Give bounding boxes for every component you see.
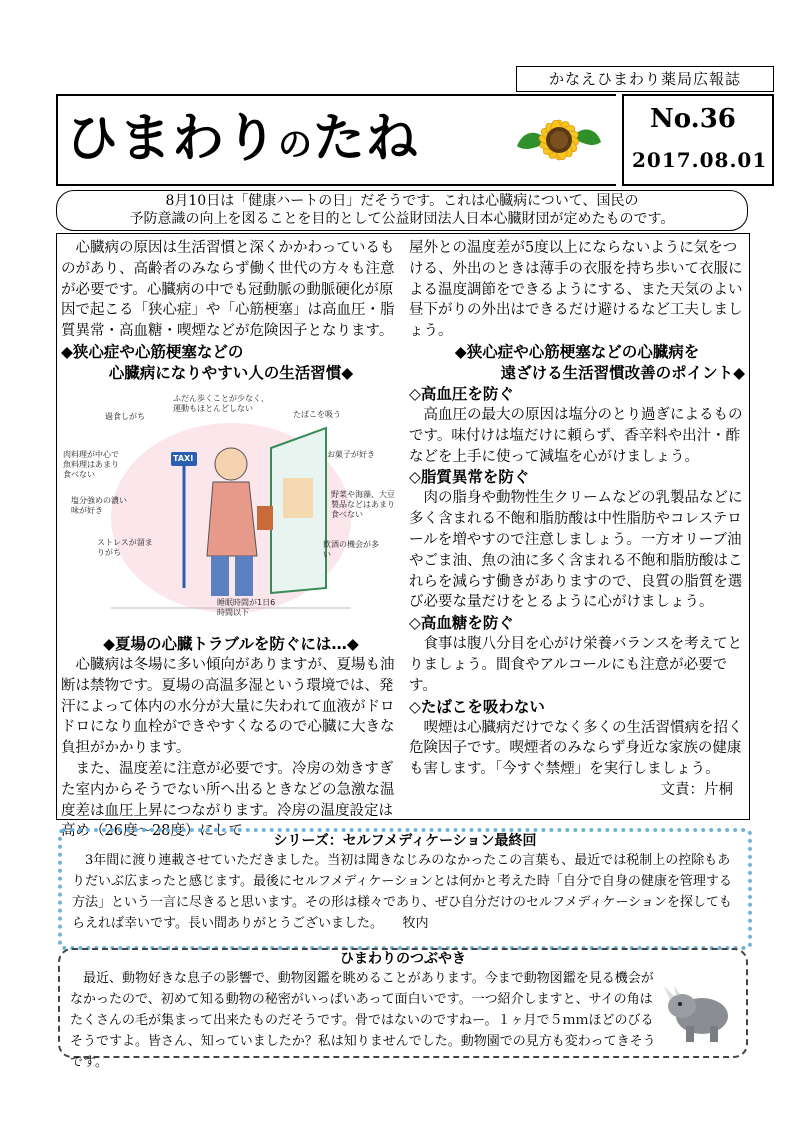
article-left-column	[61, 238, 401, 842]
rhino-icon	[662, 978, 738, 1044]
article-intro: 心臓病の原因は生活習慣と深くかかわっているものがあり、高齢者のみならず働く世代の方々も注意が必要です。心臓病の中でも冠動脈の動脈硬化が原因で起こる「狭心症」や「心筋梗塞」は高血圧・脂質異常・高血糖・喫煙などが危険因子となります。	[61, 240, 395, 340]
label-salty: 塩分強めの濃い味が好き	[71, 495, 127, 515]
title-particle: の	[278, 125, 314, 165]
title-box	[56, 94, 616, 186]
summer-heading: ◆夏場の心臓トラブルを防ぐには…◆	[103, 634, 359, 653]
issue-date: 2017.08.01	[632, 148, 768, 172]
series-box	[58, 828, 752, 950]
tsubuyaki-title: ひまわりのつぶやき	[340, 951, 466, 967]
bp-heading: ◇高血圧を防ぐ	[409, 384, 514, 403]
sugar-heading: ◇高血糖を防ぐ	[409, 614, 514, 633]
bp-text: 高血圧の最大の原因は塩分のとり過ぎによるものです。味付けは塩だけに頼らず、香辛料や出汁・酢などを上手に使って減塩を心がけましょう。	[409, 406, 743, 465]
points-heading-1: ◆狭心症や心筋梗塞などの心臓病を	[454, 342, 700, 361]
lipid-text: 肉の脂身や動物性生クリームなどの乳製品などに多く含まれる不飽和脂肪酸は中性脂肪やコレステロールを増やすので注意しましょう。一方オリーブ油やごま油、魚の油に多く含まれる不飽和脂肪酸はこれらを減らす働きがありますので、良質の脂質を選び必要な量だけをとるように心がけましょう。	[409, 490, 743, 611]
intro-line-1: 8月10日は「健康ハートの日」だそうです。これは心臓病について、国民の	[165, 193, 639, 209]
summer-paragraph-1: 心臓病は冬場に多い傾向がありますが、夏場も油断は禁物です。夏場の高温多湿という環境では、発汗によって体内の水分が大量に失われて血液がドロドロになり血栓ができやすくなるので心臓に大きな負担がかかります。	[61, 656, 395, 757]
label-sleep: 睡眠時間が1日6時間以下	[217, 597, 276, 617]
label-drink: 飲酒の機会が多い	[323, 539, 379, 559]
issue-box	[622, 94, 774, 186]
publication-tagline: かなえひまわり薬局広報誌	[516, 66, 774, 92]
article-continuation: 屋外との温度差が5度以上にならないように気をつける、外出のときは薄手の衣服を持ち歩いて衣服による温度調節をできるようにする、また天気のよい昼下がりの外出はできるだけ避けるなど工夫しましょう。	[409, 240, 743, 340]
label-meat: 肉料理が中心で魚料理はあまり食べない	[63, 449, 119, 479]
label-overeat: 過食しがち	[105, 411, 145, 421]
label-snack: お菓子が好き	[327, 449, 375, 459]
label-taxi: TAXI	[173, 453, 194, 463]
tobacco-text: 喫煙は心臓病だけでなく多くの生活習慣病を招く危険因子です。喫煙者のみならず身近な家族の健康も害します。「今すぐ禁煙」を実行しましょう。	[409, 719, 743, 778]
lifestyle-illustration	[61, 388, 401, 628]
lifestyle-heading-1: ◆狭心症や心筋梗塞などの	[61, 342, 244, 361]
issue-number: No.36	[650, 104, 736, 134]
lifestyle-heading-2: 心臓病になりやすい人の生活習慣◆	[108, 363, 354, 382]
intro-banner	[56, 190, 748, 231]
label-stress: ストレスが溜まりがち	[97, 537, 153, 557]
tsubuyaki-body: 最近、動物好きな息子の影響で、動物図鑑を眺めることがあります。今まで動物図鑑を見る機会がなかったので、初めて知る動物の秘密がいっぱいあって面白いです。一つ紹介しますと、サイの角はたくさんの毛が集まって出来たものだそうです。骨ではないのですねー。１ヶ月で５ｍｍほどのびるそうですよ。皆さん、知っていましたか？私は知りませんでした。動物園での見方も変わってきそうです。	[70, 971, 656, 1070]
main-article	[56, 233, 750, 840]
title-end: たね	[313, 109, 420, 169]
label-vegetables: 野菜や海藻、大豆製品などはあまり食べない	[331, 489, 395, 519]
tobacco-heading: ◇たばこを吸わない	[409, 697, 545, 716]
lipid-heading: ◇脂質異常を防ぐ	[409, 468, 530, 487]
sunflower-icon	[503, 102, 615, 178]
summer-paragraph-2: また、温度差に注意が必要です。冷房の効きすぎた室内からそうでない所へ出るときなどの急激な温度差は血圧上昇につながります。冷房の温度設定は高め（26度～28度）にして	[61, 760, 395, 840]
label-no-exercise: ふだん歩くことが少なく、運動もほとんどしない	[173, 393, 269, 413]
sugar-text: 食事は腹八分目を心がけ栄養バランスを考えてとりましょう。間食やアルコールにも注意が必要です。	[409, 636, 743, 694]
intro-line-2: 予防意識の向上を図ることを目的として公益財団法人日本心臓財団が定めたものです。	[129, 211, 675, 227]
author-credit: 文責：片桐	[660, 781, 733, 798]
series-title: シリーズ：セルフメディケーション最終回	[273, 833, 537, 849]
label-smoke: たばこを吸う	[293, 409, 341, 419]
newsletter-title	[66, 104, 419, 180]
masthead	[56, 94, 772, 182]
series-body: 3年間に渡り連載させていただきました。当初は聞きなじみのなかったこの言葉も、最近では税制上の控除もありだいぶ広まったと感じます。最後にセルフメディケーションとは何かと考えた時「自分で自身の健康を管理する方法」という一言に尽きると思います。その形は様々であり、ぜひ自分だけのセルフメディケーションを探してもらえれば幸いです。長い間ありがとうございました。 牧内	[72, 853, 732, 931]
article-right-column	[409, 238, 745, 801]
tsubuyaki-box	[58, 948, 748, 1070]
title-main: ひまわり	[66, 109, 279, 169]
points-heading-2: 遠ざける生活習慣改善のポイント◆	[500, 363, 745, 382]
